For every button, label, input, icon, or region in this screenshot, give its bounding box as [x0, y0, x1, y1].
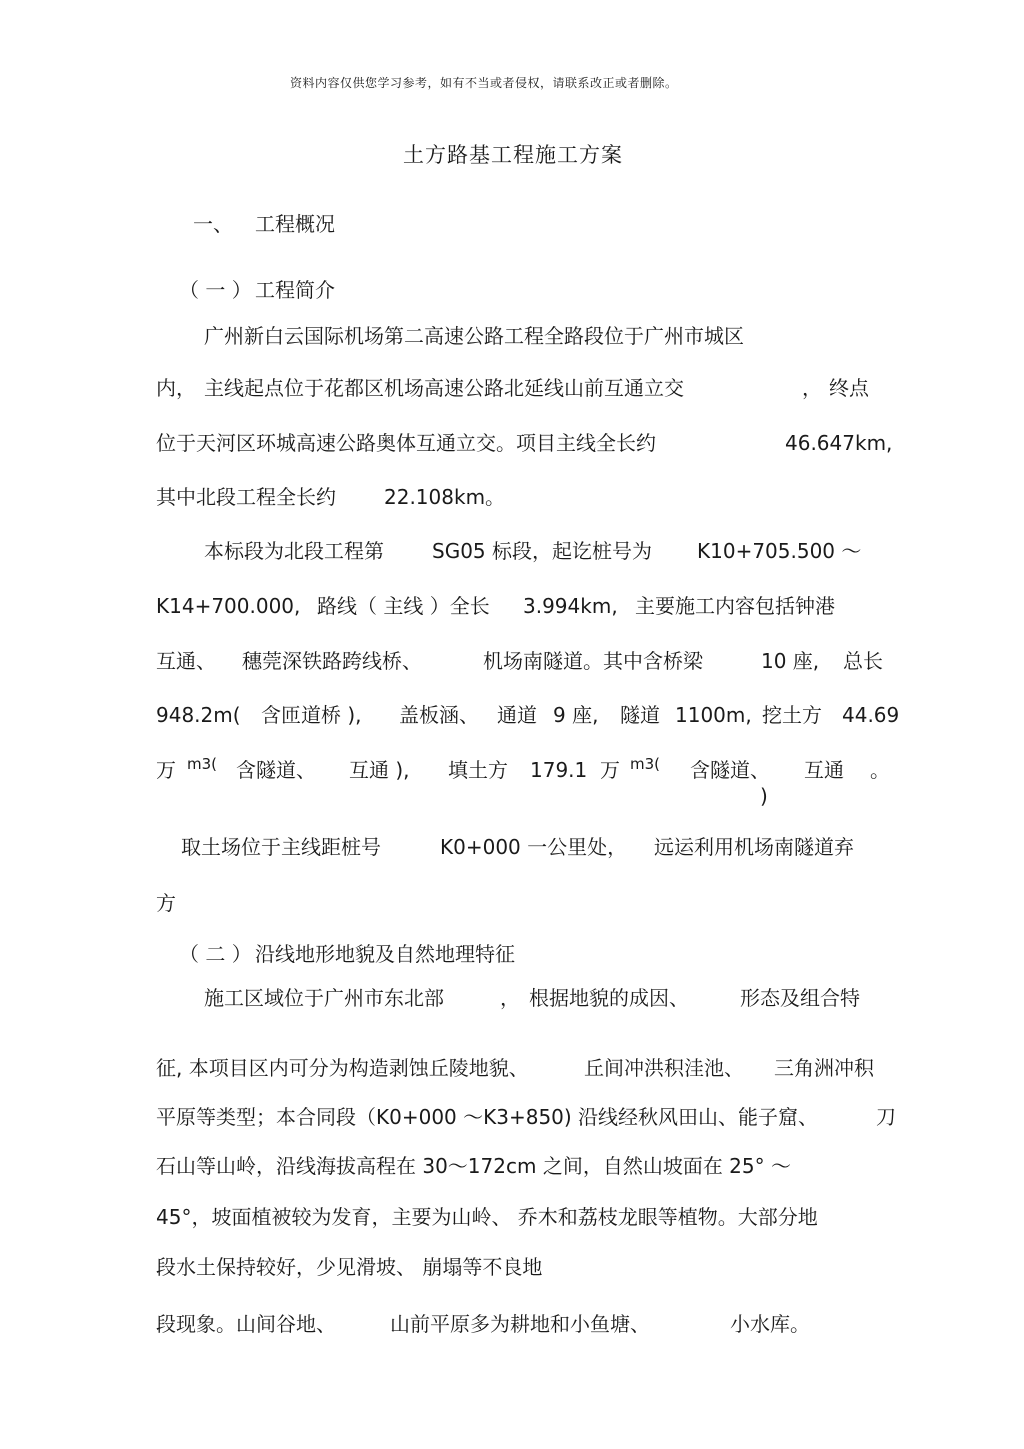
paragraph-text: 刀	[876, 1105, 896, 1129]
document-title: 土方路基工程施工方案	[403, 143, 623, 167]
subsection-heading: 工程简介	[255, 278, 335, 302]
paragraph-text: 46.647km,	[785, 431, 893, 455]
paragraph-text: )	[760, 784, 768, 808]
paragraph-text: 机场南隧道。其中含桥梁	[483, 649, 703, 673]
paragraph-text: K0+000 一公里处，	[440, 835, 628, 859]
paragraph-text: 3.994km,	[523, 594, 618, 618]
paragraph-text: 44.69	[842, 703, 900, 727]
subsection-number: （ 一 ）	[179, 278, 252, 302]
paragraph-text: 段现象。山间谷地、	[156, 1312, 336, 1336]
paragraph-text: 挖土方	[762, 703, 822, 727]
paragraph-text: 平原等类型；本合同段（K0+000 ～K3+850) 沿线经秋风田山、能子窟、	[156, 1105, 819, 1129]
paragraph-text: 通道	[497, 703, 537, 727]
paragraph-text: 形态及组合特	[740, 986, 860, 1010]
paragraph-text: 隧道	[620, 703, 660, 727]
paragraph-text: K14+700.000,	[156, 594, 301, 618]
paragraph-text: 远运利用机场南隧道弃	[654, 835, 854, 859]
paragraph-text: 施工区域位于广州市东北部	[204, 986, 444, 1010]
paragraph-text: 填土方	[448, 758, 508, 782]
paragraph-text: 9 座,	[553, 703, 599, 727]
paragraph-text: 互通 ),	[349, 758, 410, 782]
paragraph-text: 1100m,	[675, 703, 752, 727]
paragraph-text: 948.2m(	[156, 703, 241, 727]
paragraph-text: 互通、	[156, 649, 216, 673]
paragraph-text: m3(	[630, 755, 661, 773]
paragraph-text: 三角洲冲积	[774, 1056, 874, 1080]
paragraph-text: 含隧道、	[690, 758, 770, 782]
paragraph-text: 22.108km。	[384, 485, 506, 509]
section-heading: 工程概况	[255, 212, 335, 236]
paragraph-text: 含隧道、	[236, 758, 316, 782]
paragraph-text: 位于天河区环城高速公路奥体互通立交。项目主线全长约	[156, 431, 656, 455]
paragraph-text: 。	[870, 758, 890, 782]
paragraph-text: 45°，坡面植被较为发育，主要为山岭、 乔木和荔枝龙眼等植物。大部分地	[156, 1205, 818, 1229]
paragraph-text: 路线（ 主线 ）全长	[317, 594, 490, 618]
subsection-heading: 沿线地形地貌及自然地理特征	[255, 942, 515, 966]
paragraph-text: 根据地貌的成因、	[529, 986, 689, 1010]
paragraph-line: 广州新白云国际机场第二高速公路工程全路段位于广州市城区	[204, 324, 744, 348]
paragraph-text: 其中北段工程全长约	[156, 485, 336, 509]
paragraph-text: 山前平原多为耕地和小鱼塘、	[390, 1312, 650, 1336]
paragraph-text: 丘间冲洪积洼池、	[584, 1056, 744, 1080]
paragraph-text: 段水土保持较好，少见滑坡、 崩塌等不良地	[156, 1255, 543, 1279]
paragraph-text: 征, 本项目区内可分为构造剥蚀丘陵地貌、	[156, 1056, 529, 1080]
paragraph-text: 万	[600, 758, 620, 782]
paragraph-text: 取土场位于主线距桩号	[181, 835, 381, 859]
paragraph-text: 10 座,	[761, 649, 820, 673]
paragraph-text: 179.1	[530, 758, 588, 782]
paragraph-text: 万	[156, 758, 176, 782]
paragraph-text: 穗莞深铁路跨线桥、	[242, 649, 422, 673]
paragraph-text: 终点	[829, 376, 869, 400]
paragraph-text: 方	[156, 891, 176, 915]
paragraph-text: 主要施工内容包括钟港	[635, 594, 835, 618]
paragraph-text: 含匝道桥 ),	[261, 703, 362, 727]
header-notice: 资料内容仅供您学习参考，如有不当或者侵权，请联系改正或者删除。	[290, 76, 678, 90]
paragraph-text: 主线起点位于花都区机场高速公路北延线山前互通立交	[204, 376, 684, 400]
paragraph-text: SG05 标段，起讫桩号为	[432, 539, 652, 563]
paragraph-text: 盖板涵、	[399, 703, 479, 727]
subsection-number: （ 二 ）	[179, 942, 252, 966]
paragraph-text: 互通	[804, 758, 844, 782]
paragraph-text: 总长	[843, 649, 883, 673]
paragraph-text: 本标段为北段工程第	[204, 539, 384, 563]
paragraph-text: ，	[500, 986, 520, 1010]
paragraph-text: 小水库。	[730, 1312, 810, 1336]
paragraph-text: 内，	[156, 376, 196, 400]
paragraph-text: m3(	[187, 755, 218, 773]
section-number: 一、	[193, 212, 233, 236]
paragraph-text: 石山等山岭，沿线海拔高程在 30～172cm 之间，自然山坡面在 25° ～	[156, 1154, 791, 1178]
paragraph-text: ，	[802, 376, 822, 400]
paragraph-text: K10+705.500 ～	[697, 539, 862, 563]
